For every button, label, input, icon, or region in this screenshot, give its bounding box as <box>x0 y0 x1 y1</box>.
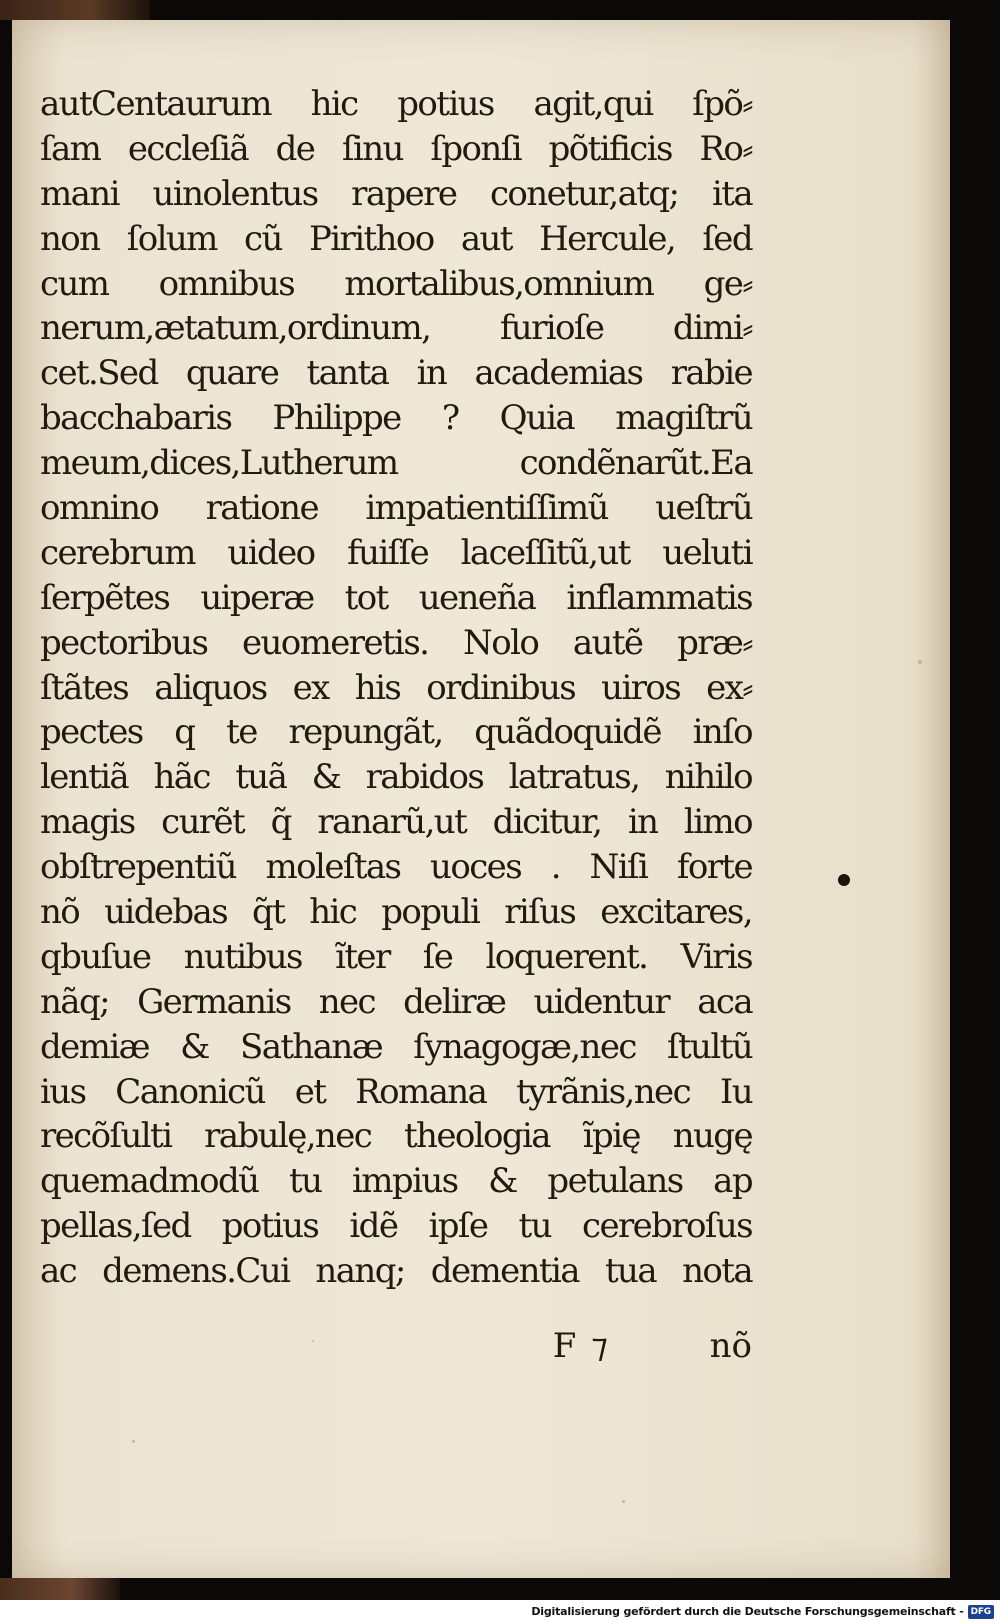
text-line: obſtrepentiũ moleſtas uoces . Niſi forte <box>40 847 752 888</box>
text-line: pectoribus euomeretis. Nolo autẽ præ⸗ <box>40 622 752 663</box>
text-line: ſerpẽtes uiperæ tot ueneña inflammatis <box>40 577 752 618</box>
text-line: pellas,ſed potius idẽ ipſe tu cerebroſus <box>40 1206 752 1247</box>
ink-blot <box>838 874 850 886</box>
credit-text: Digitalisierung gefördert durch die Deutsche Forschungsgemeinschaft - <box>531 1605 964 1618</box>
page-footer <box>40 1326 752 1372</box>
text-line: demiæ & Sathanæ ſynagogæ,nec ſtultũ <box>40 1026 752 1067</box>
text-line: cerebrum uideo fuiſſe laceſſitũ,ut ueluti <box>40 532 752 573</box>
text-line: mani uinolentus rapere conetur,atq; ita <box>40 173 752 214</box>
catchword: nõ <box>709 1326 752 1366</box>
text-line: ius Canonicũ et Romana tyrãnis,nec Iu <box>40 1071 752 1112</box>
text-line: lentiã hãc tuã & rabidos latratus, nihilo <box>40 757 752 798</box>
text-line: cet.Sed quare tanta in academias rabie <box>40 353 752 394</box>
text-line: nerum,ætatum,ordinum, furioſe dimi⸗ <box>40 308 752 349</box>
text-line: magis curẽt q̃ ranarũ,ut dicitur, in limo <box>40 802 752 843</box>
signature-mark: F ⁊ <box>552 1326 610 1366</box>
text-line: nãq; Germanis nec deliræ uidentur aca <box>40 981 752 1022</box>
text-line: pectes q te repungãt, quãdoquidẽ inſo <box>40 712 752 753</box>
text-line: ſtãtes aliquos ex his ordinibus uiros ex⸗ <box>40 667 752 708</box>
text-line: bacchabaris Philippe ? Quia magiſtrũ <box>40 398 752 439</box>
text-line: qbuſue nutibus ĩter ſe loquerent. Viris <box>40 936 752 977</box>
text-block <box>40 82 752 1294</box>
dfg-logo: DFG <box>968 1605 994 1619</box>
text-line: quemadmodũ tu impius & petulans ap <box>40 1161 752 1202</box>
text-line: autCentaurum hic potius agit,qui ſpõ⸗ <box>40 84 752 124</box>
text-line: ac demens.Cui nanq; dementia tua nota <box>40 1251 752 1292</box>
text-line: recõſulti rabulę,nec theologia ĩpię nugę <box>40 1116 752 1157</box>
digitization-credit <box>531 1604 994 1619</box>
text-line: ſam eccleſiã de ſinu ſponſi põtificis Ro⸗ <box>40 128 752 169</box>
text-line: cum omnibus mortalibus,omnium ge⸗ <box>40 263 752 304</box>
text-line: non ſolum cũ Pirithoo aut Hercule, ſed <box>40 218 752 259</box>
binding-edge-bottom <box>0 1578 120 1600</box>
text-line: meum,dices,Lutherum condẽnarũt.Ea <box>40 443 752 484</box>
text-line: omnino ratione impatientiſſimũ ueſtrũ <box>40 488 752 529</box>
text-line: nõ uidebas q̃t hic populi riſus excitares, <box>40 892 752 933</box>
book-page <box>12 20 950 1578</box>
binding-edge-top <box>0 0 150 20</box>
